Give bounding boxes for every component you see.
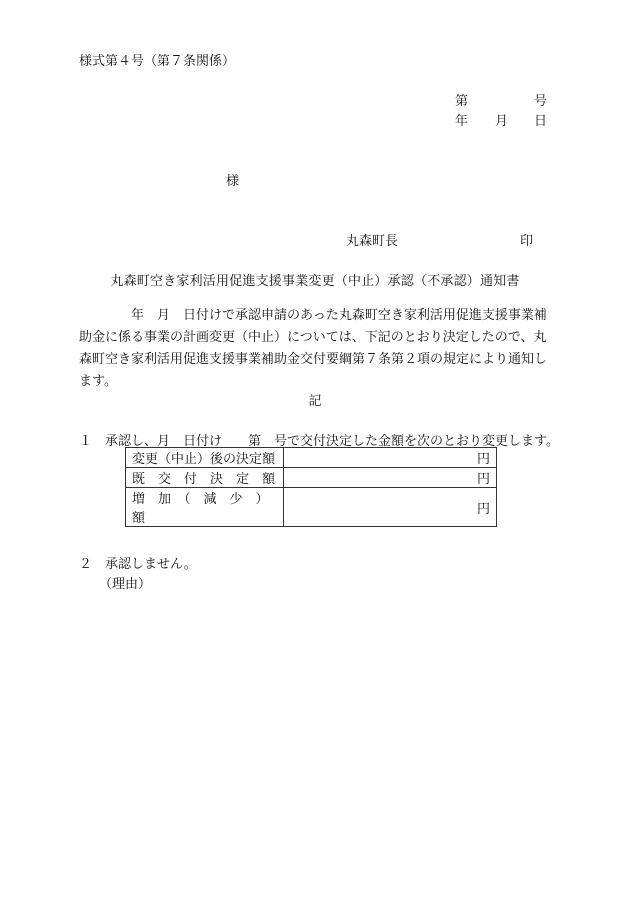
item-2-rejection: ２ 承認しません。: [79, 557, 197, 572]
addressee-suffix: 様: [226, 174, 240, 189]
amount-cell: 円: [284, 448, 497, 468]
row-label: 変更（中止）後の決定額: [126, 448, 284, 468]
date-day: 日: [534, 114, 548, 129]
amount-table: [125, 447, 497, 527]
amount-cell: 円: [284, 488, 497, 527]
form-number: 様式第４号（第７条関係）: [79, 54, 236, 69]
table-row: [126, 468, 497, 488]
date-month: 月: [495, 114, 509, 129]
seal-mark: 印: [520, 234, 534, 249]
doc-number-prefix: 第: [455, 94, 469, 109]
reason-label: （理由）: [99, 577, 152, 592]
doc-number-suffix: 号: [534, 94, 548, 109]
issuer-name: 丸森町長: [346, 234, 399, 249]
document-title: 丸森町空き家利活用促進支援事業変更（中止）承認（不承認）通知書: [110, 274, 520, 289]
amount-cell: 円: [284, 468, 497, 488]
row-label: 既 交 付 決 定 額: [126, 468, 284, 488]
body-paragraph: 年 月 日付けで承認申請のあった丸森町空き家利活用促進支援事業補助金に係る事業の計画変更（中止）については、下記のとおり決定したので、丸森町空き家利活用促進支援事業補助金交付要綱第７条第２項の規定により通知します。: [79, 308, 548, 389]
table-row: [126, 448, 497, 468]
table-row: [126, 488, 497, 527]
item-1-approval: １ 承認し、月 日付け 第 号で交付決定した金額を次のとおり変更します。: [79, 434, 559, 449]
ki-heading: 記: [308, 394, 322, 409]
row-label: 増 加 （ 減 少 ） 額: [126, 488, 284, 527]
date-year: 年: [455, 114, 469, 129]
